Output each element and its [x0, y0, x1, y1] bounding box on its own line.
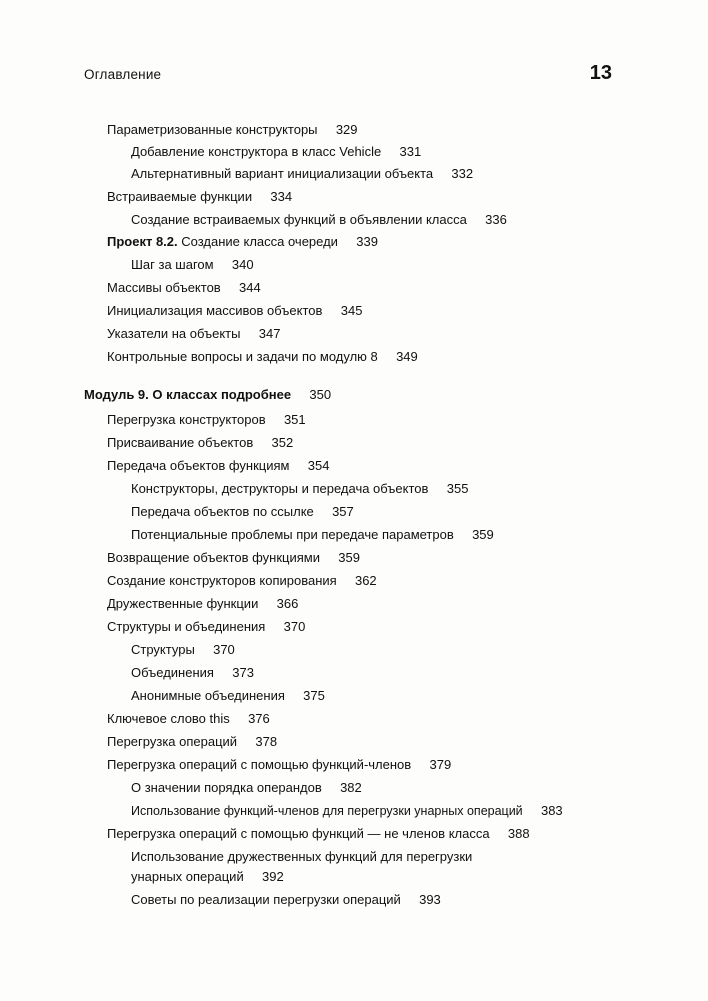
toc-page-number: 376 — [248, 711, 270, 726]
toc-entry-title: Ключевое слово this — [107, 709, 234, 729]
toc-page-number: 393 — [419, 892, 441, 907]
toc-page-number: 370 — [213, 642, 235, 657]
toc-entry-title: Альтернативный вариант инициализации объекта — [131, 164, 437, 184]
toc-entry-title: Структуры — [131, 640, 199, 660]
toc-entry-title: Советы по реализации перегрузки операций — [131, 890, 405, 910]
toc-page-number: 359 — [472, 527, 494, 542]
toc-page-number: 366 — [276, 596, 299, 611]
toc-page-number: 378 — [255, 734, 278, 749]
toc-page-number: 373 — [232, 665, 254, 680]
toc-page-number: 332 — [451, 166, 474, 181]
toc-entry-title: Дружественные функции — [107, 594, 262, 614]
toc-entry-title: Создание встраиваемых функций в объявлении класса — [131, 210, 471, 230]
toc-page-number: 352 — [271, 435, 294, 450]
toc-entry-title: Инициализация массивов объектов — [107, 301, 326, 321]
project-title: Создание класса очереди — [177, 234, 338, 249]
toc-entry-title: Перегрузка операций с помощью функций-членов — [107, 755, 415, 775]
toc-page-number: 354 — [307, 458, 330, 473]
toc-page-number: 350 — [309, 387, 332, 402]
toc-page-number: 344 — [239, 280, 261, 295]
toc-entry-title: Конструкторы, деструкторы и передача объектов — [131, 479, 432, 499]
toc-page-number: 351 — [283, 412, 306, 427]
toc-entry-title: Указатели на объекты — [107, 324, 244, 344]
project-label: Проект 8.2. — [107, 234, 178, 249]
toc-page-number: 329 — [335, 122, 358, 137]
toc-page-number: 340 — [231, 257, 254, 272]
toc-entry-title: Параметризованные конструкторы — [107, 120, 322, 140]
toc-page-number: 345 — [340, 303, 363, 318]
toc-entry-title-line1: Использование дружественных функций для перегрузки — [131, 849, 473, 864]
toc-entry-title: Модуль 9. О классах подробнее — [84, 385, 295, 405]
toc-page-number: 357 — [332, 504, 354, 519]
running-title: Оглавление — [84, 67, 162, 82]
toc-entry-title: Структуры и объединения — [107, 617, 269, 637]
toc-page-number: 383 — [540, 803, 563, 818]
toc-entry-title: Шаг за шагом — [131, 255, 218, 275]
page-number: 13 — [589, 62, 612, 84]
toc-entry-title — [107, 232, 342, 252]
toc-page-number: 355 — [446, 481, 469, 496]
toc-page-number: 375 — [303, 688, 325, 703]
toc-entry-title: Использование функций-членов для перегрузки унарных операций — [131, 801, 527, 821]
toc-page-number: 339 — [356, 234, 378, 249]
toc-page-number: 379 — [429, 757, 452, 772]
toc-entry-title: Перегрузка операций с помощью функций — не членов класса — [107, 824, 494, 844]
toc-entry-title: Создание конструкторов копирования — [107, 571, 341, 591]
toc-page-number: 362 — [354, 573, 377, 588]
toc-entry-title: Массивы объектов — [107, 278, 225, 298]
toc-entry-title: Перегрузка конструкторов — [107, 410, 270, 430]
toc-page-number: 336 — [485, 212, 507, 227]
toc-entry-title: О значении порядка операндов — [131, 778, 326, 798]
toc-entry-title: Анонимные объединения — [131, 686, 289, 706]
running-header — [84, 62, 612, 88]
toc-page-number: 331 — [399, 144, 422, 159]
toc-entry-title: Возвращение объектов функциями — [107, 548, 324, 568]
toc-entry-title: Присваивание объектов — [107, 433, 257, 453]
toc-entry-title: Встраиваемые функции — [107, 187, 256, 207]
toc-page-number: 334 — [270, 189, 293, 204]
toc-entry-title: Передача объектов по ссылке — [131, 502, 318, 522]
toc-entry-title: Контрольные вопросы и задачи по модулю 8 — [107, 347, 382, 367]
toc-entry-title: Добавление конструктора в класс Vehicle — [131, 142, 385, 162]
toc-page-number: 347 — [258, 326, 281, 341]
toc-page-number: 349 — [396, 349, 418, 364]
toc-entry-title: Объединения — [131, 663, 218, 683]
toc-page-number: 392 — [262, 869, 284, 884]
toc-entry-title: Перегрузка операций — [107, 732, 241, 752]
toc-page-number: 359 — [338, 550, 360, 565]
toc-entry-title: унарных операций — [131, 867, 248, 887]
toc-entry-title: Передача объектов функциям — [107, 456, 293, 476]
toc-page-number: 370 — [283, 619, 306, 634]
toc-page-number: 382 — [340, 780, 362, 795]
toc-page-number: 388 — [507, 826, 530, 841]
toc-entry-title: Потенциальные проблемы при передаче параметров — [131, 525, 458, 545]
